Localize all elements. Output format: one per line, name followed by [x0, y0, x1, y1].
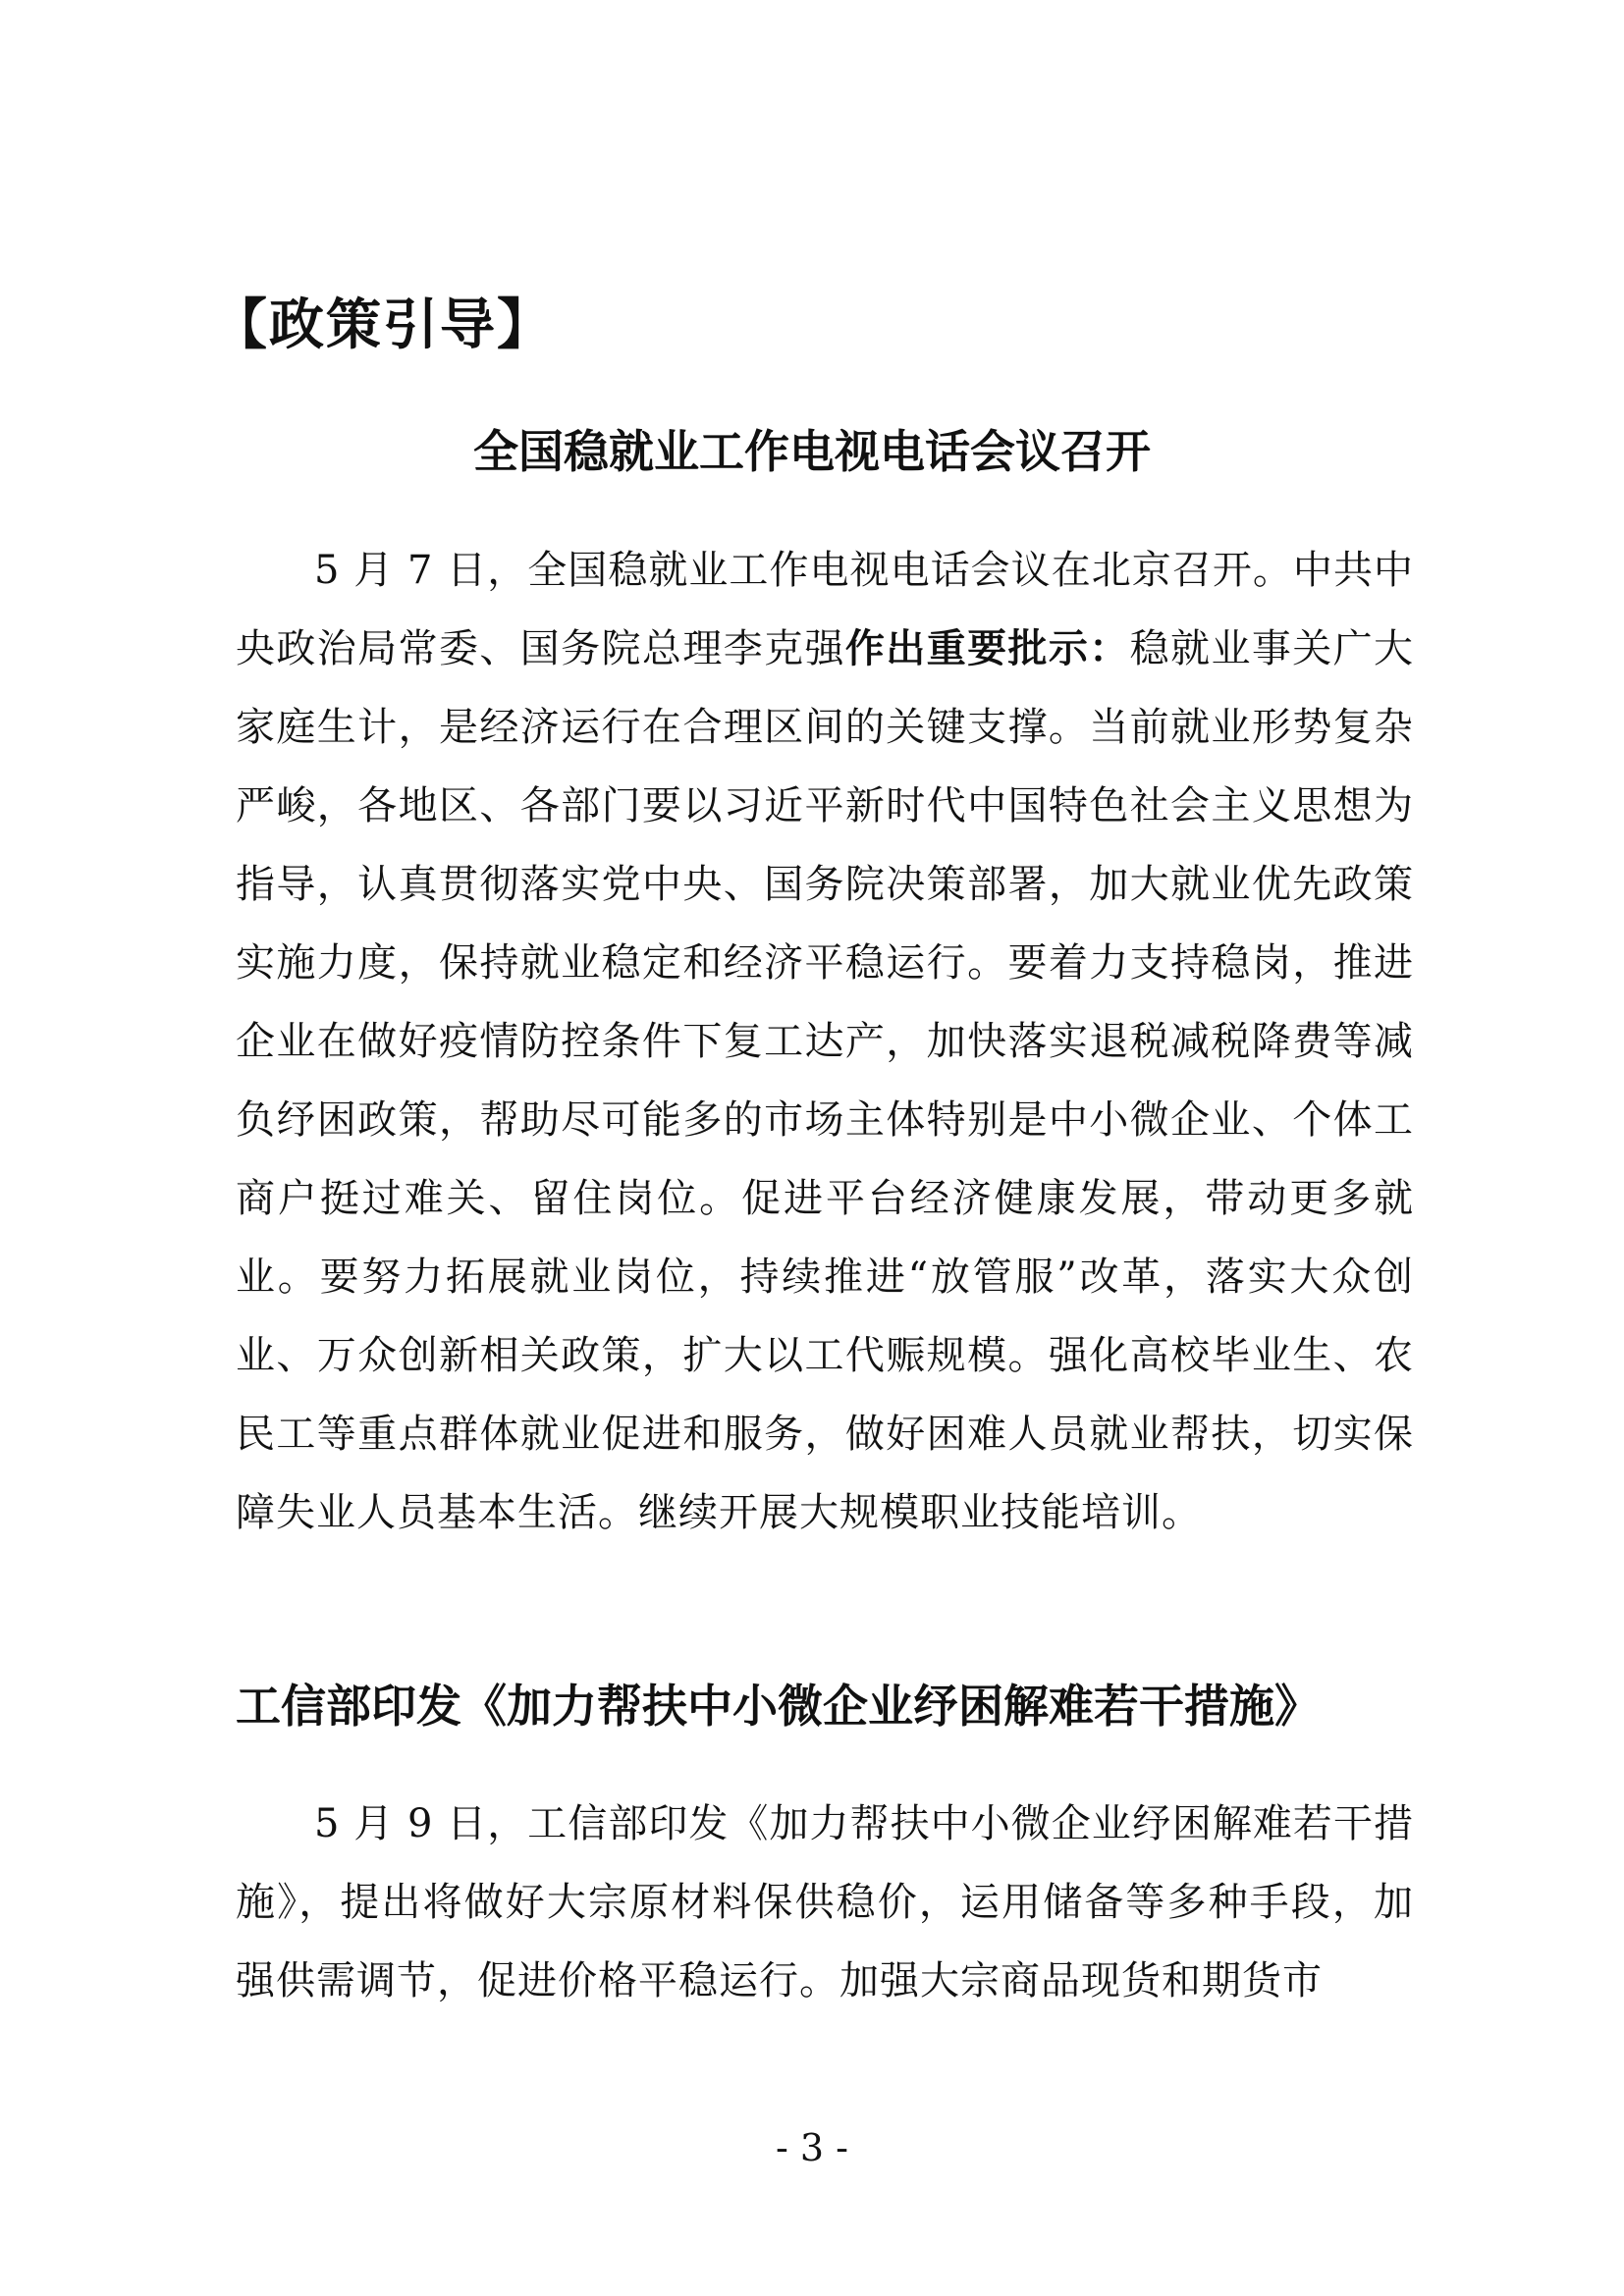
paragraph-rest-text: 稳就业事关广大家庭生计，是经济运行在合理区间的关键支撑。当前就业形势复杂严峻，各地区、各部门要以习近平新时代中国特色社会主义思想为指导，认真贯彻落实党中央、国务院决策部署，加大就业优先政策实施力度，保持就业稳定和经济平稳运行。要着力支持稳岗，推进企业在做好疫情防控条件下复工达产，加快落实退税减税降费等减负纾困政策，帮助尽可能多的市场主体特别是中小微企业、个体工商户挺过难关、留住岗位。促进平台经济健康发展，带动更多就业。要努力拓展就业岗位，持续推进“放管服”改革，落实大众创业、万众创新相关政策，扩大以工代赈规模。强化高校毕业生、农民工等重点群体就业促进和服务，做好困难人员就业帮扶，切实保障失业人员基本生活。继续开展大规模职业技能培训。 [236, 626, 1415, 1535]
emphasis-text: 作出重要批示： [844, 626, 1130, 671]
article-paragraph-miit-measures: 5 月 9 日，工信部印发《加力帮扶中小微企业纾困解难若干措施》，提出将做好大宗原材料保供稳价，运用储备等多种手段，加强供需调节，促进价格平稳运行。加强大宗商品现货和期货市 [236, 1801, 1414, 2003]
page-number: - 3 - [775, 2126, 848, 2169]
article-paragraph-employment-conference [236, 531, 1414, 1552]
paragraph-lead-text: 5 月 7 日，全国稳就业工作电视电话会议在北京召开。中共中央政治局常委、国务院总理李克强 [236, 548, 1414, 671]
section-tag: 【政策引导】 [212, 294, 554, 357]
article-title-employment-conference: 全国稳就业工作电视电话会议召开 [473, 425, 1151, 478]
article-title-miit-measures: 工信部印发《加力帮扶中小微企业纾困解难若干措施》 [236, 1680, 1320, 1733]
